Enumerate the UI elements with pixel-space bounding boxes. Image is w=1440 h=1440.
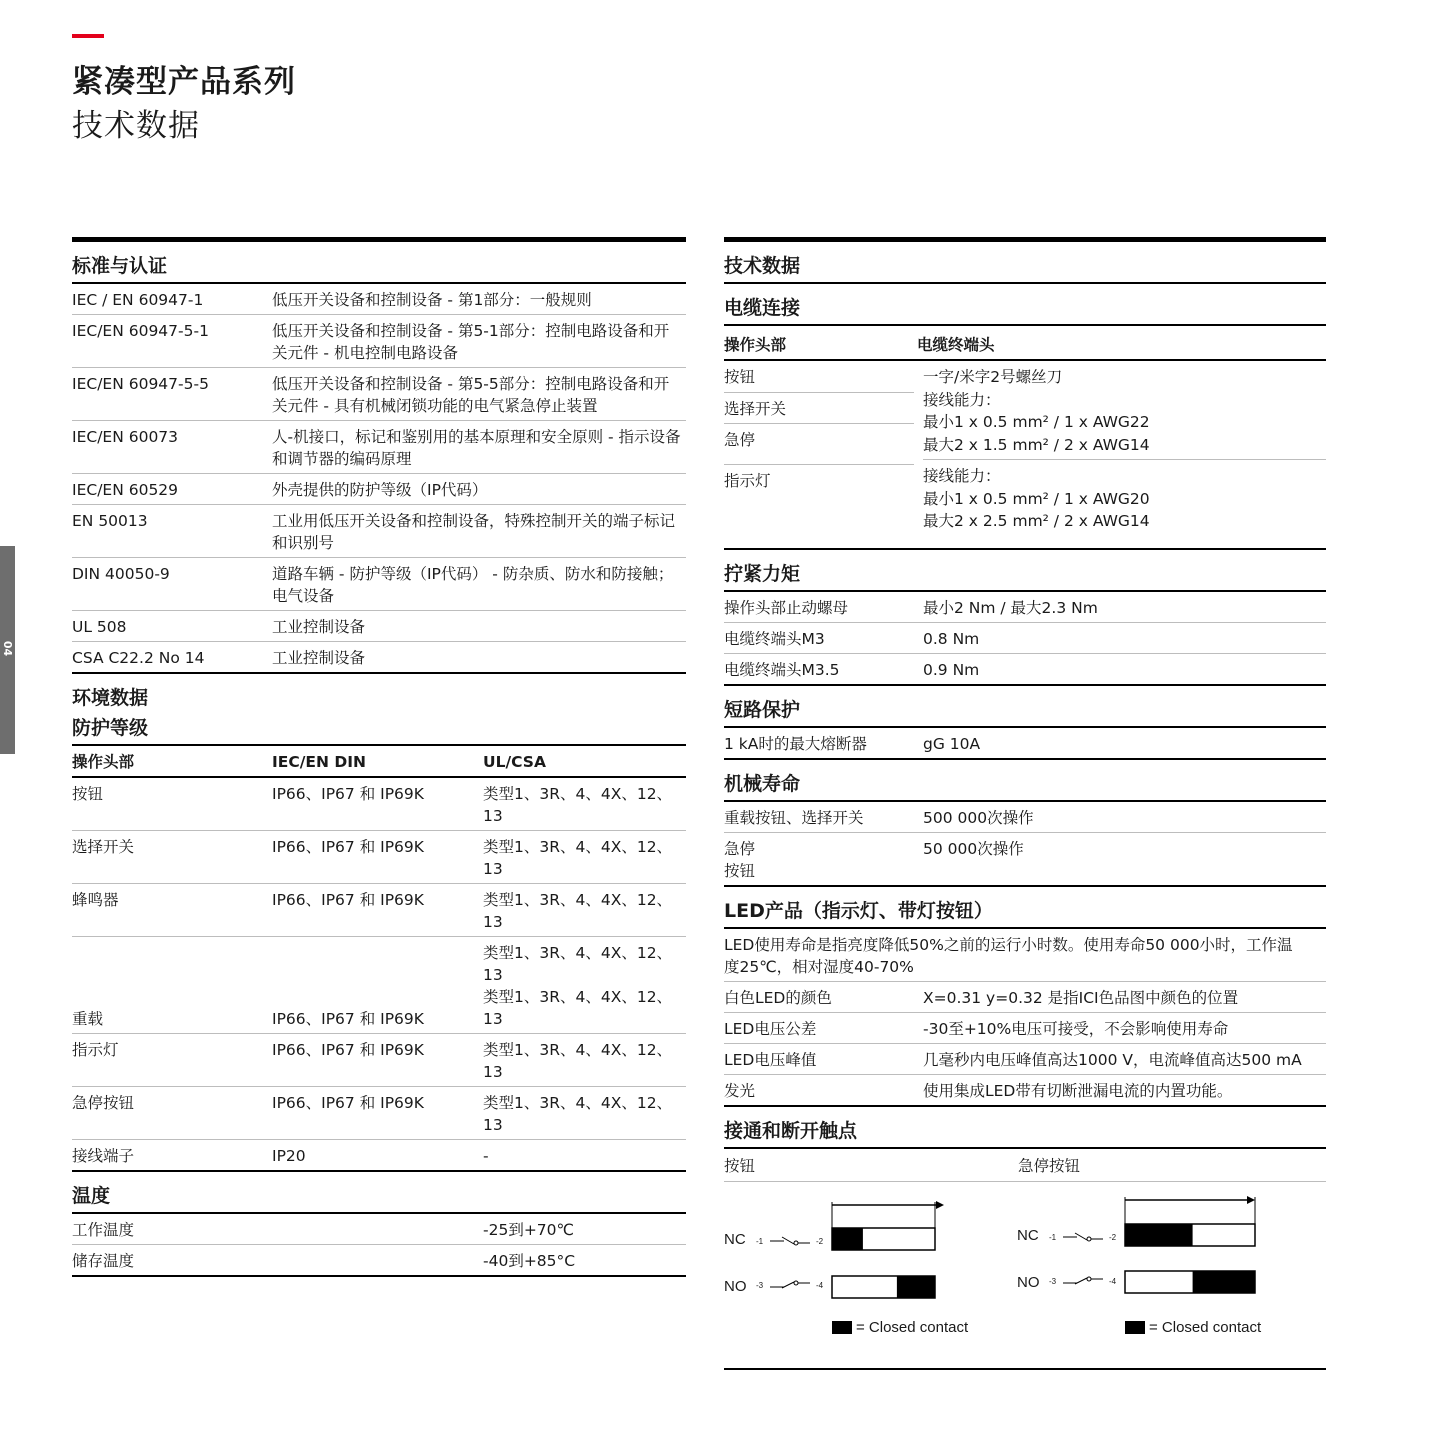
chapter-tab-label: 04 [1,640,15,657]
cable-spec-block [923,460,1326,536]
protection-table [72,746,686,1172]
contacts-columns [724,1149,1326,1182]
table-row [724,1075,1326,1107]
standard-desc: 外壳提供的防护等级（IP代码） [272,481,488,499]
spec-label: 重载按钮、选择开关 [724,809,864,827]
standard-desc: 工业控制设备 [272,618,366,636]
spec-value: -30至+10%电压可接受，不会影响使用寿命 [923,1020,1229,1038]
cable-heading: 电缆连接 [724,284,1326,326]
nc-switch-symbol [794,1241,798,1245]
table-row [72,937,686,1034]
table-row [724,982,1326,1013]
ul-rating: 类型1、3R、4、4X、12、13 [483,944,673,984]
environment-heading [72,674,686,746]
spec-label: 1 kA时的最大熔断器 [724,735,867,753]
table-row [724,833,1326,887]
spec-value: gG 10A [923,735,981,753]
standard-code: CSA C22.2 No 14 [72,649,205,667]
cable-spec-block [923,361,1326,460]
contacts-col-estop: 急停按钮 [1018,1157,1081,1175]
iec-rating: IP66、IP67 和 IP69K [272,1010,424,1028]
spec-label-line: 按钮 [724,862,756,880]
table-header [724,326,1326,361]
pin-label: -4 [1109,1277,1117,1286]
pin-label: -1 [756,1237,764,1246]
temperature-table [72,1214,686,1277]
spec-value: 50 000次操作 [923,840,1024,858]
column-header: IEC/EN DIN [272,753,366,771]
spec-value: 0.8 Nm [923,630,980,648]
ul-rating: 类型1、3R、4、4X、12、13 [483,1041,673,1081]
standard-desc: 低压开关设备和控制设备 - 第1部分：一般规则 [272,291,592,309]
contacts-heading: 接通和断开触点 [724,1107,1326,1149]
led-heading: LED产品（指示灯、带灯按钮） [724,887,1326,929]
device-name: 急停按钮 [72,1094,135,1112]
spec-label: 发光 [724,1082,756,1100]
spec-value: 最小2 Nm / 最大2.3 Nm [923,599,1098,617]
table-row [72,1034,686,1087]
table-row [72,778,686,831]
standard-code: IEC / EN 60947-1 [72,291,204,309]
nc-label: NC [724,1231,746,1248]
spec-line: 最小1 x 0.5 mm² / 1 x AWG22 [923,413,1150,431]
pin-label: -3 [1049,1277,1057,1286]
page-subtitle: 技术数据 [72,108,200,144]
table-row [72,611,686,642]
spec-value: 0.9 Nm [923,661,980,679]
spec-line: 最大2 x 1.5 mm² / 2 x AWG14 [923,435,1150,454]
spec-label: LED电压公差 [724,1020,817,1038]
standard-code: IEC/EN 60947-5-5 [72,375,209,393]
table-row [72,315,686,368]
protection-subtitle: 防护等级 [72,717,149,739]
spec-label-line: 急停 [724,840,756,858]
ul-rating: 类型1、3R、4、4X、12、13 [483,838,673,878]
no-switch-symbol [1087,1277,1091,1281]
legend-swatch [1125,1321,1145,1334]
standards-heading: 标准与认证 [72,242,686,284]
table-row [724,1044,1326,1075]
device-name: 蜂鸣器 [72,891,119,909]
legend-text: = Closed contact [856,1319,969,1336]
nc-closed-segment [832,1228,863,1250]
table-row [72,421,686,474]
spec-label [724,838,923,882]
column-header: 操作头部 [72,753,135,771]
no-label: NO [1017,1274,1040,1291]
temperature-value: -25到+70℃ [483,1221,574,1239]
left-column [72,237,686,1277]
estop-contact-diagram [1017,1190,1297,1345]
temperature-label: 工作温度 [72,1221,135,1239]
table-row [72,1245,686,1277]
table-row [72,284,686,315]
spec-value: 几毫秒内电压峰值高达1000 V，电流峰值高达500 mA [923,1051,1302,1069]
cable-device-list [724,361,914,548]
chapter-tab [0,546,15,754]
table-row [72,1087,686,1140]
arrow-head-icon [936,1201,944,1209]
no-closed-segment [897,1276,935,1298]
mech-life-heading: 机械寿命 [724,760,1326,802]
led-intro: LED使用寿命是指亮度降低50%之前的运行小时数。使用寿命50 000小时，工作温度25℃，相对湿度40-70% [724,936,1293,976]
no-switch-symbol [1075,1278,1087,1284]
table-row [72,474,686,505]
spec-line: 接线能力： [923,390,1001,409]
ul-rating: 类型1、3R、4、4X、12、13 [483,988,673,1028]
ul-rating: 类型1、3R、4、4X、12、13 [483,785,673,825]
ul-rating: - [483,1147,489,1165]
iec-rating: IP20 [272,1147,306,1165]
arrow-head-icon [1247,1196,1255,1204]
standard-desc: 工业控制设备 [272,649,366,667]
pin-label: -1 [1049,1233,1057,1242]
spec-line: 一字/米字2号螺丝刀 [923,368,1063,386]
device-name: 急停 [724,424,914,465]
legend-text: = Closed contact [1149,1319,1262,1336]
standard-code: IEC/EN 60073 [72,428,179,446]
environment-title: 环境数据 [72,687,149,709]
pin-label: -2 [816,1237,824,1246]
standard-desc: 人-机接口，标记和鉴别用的基本原理和安全原则 - 指示设备和调节器的编码原理 [272,428,681,468]
legend-swatch [832,1321,852,1334]
device-name: 重载 [72,1010,104,1028]
standards-table [72,284,686,674]
accent-bar [72,34,104,38]
pin-label: -3 [756,1281,764,1290]
table-row [72,558,686,611]
spec-line: 最大2 x 2.5 mm² / 2 x AWG14 [923,512,1150,530]
nc-switch-symbol [1087,1237,1091,1241]
spec-label: 电缆终端头M3.5 [724,661,840,679]
page-title: 紧凑型产品系列 [72,64,296,100]
table-row [724,592,1326,623]
column-header: 电缆终端头 [917,336,995,354]
ul-rating: 类型1、3R、4、4X、12、13 [483,1094,673,1134]
no-closed-segment [1193,1271,1255,1293]
table-row [72,505,686,558]
pin-label: -2 [1109,1233,1117,1242]
table-row [72,831,686,884]
device-name: 选择开关 [724,393,914,425]
spec-label: LED电压峰值 [724,1051,817,1069]
iec-rating: IP66、IP67 和 IP69K [272,1094,424,1112]
torque-heading: 拧紧力矩 [724,550,1326,592]
nc-label: NC [1017,1227,1039,1244]
spec-line: 接线能力： [923,467,1001,485]
ul-rating: 类型1、3R、4、4X、12、13 [483,891,673,931]
table-row [72,1140,686,1172]
temperature-heading: 温度 [72,1172,686,1214]
iec-rating: IP66、IP67 和 IP69K [272,891,424,909]
table-row [724,802,1326,833]
tech-data-heading: 技术数据 [724,242,1326,284]
pin-label: -4 [816,1281,824,1290]
bottom-rule [724,1368,1326,1370]
standard-code: IEC/EN 60947-5-1 [72,322,209,340]
column-header: 操作头部 [724,336,787,354]
temperature-value: -40到+85°C [483,1252,576,1270]
standard-code: EN 50013 [72,512,148,530]
contacts-col-button: 按钮 [724,1157,756,1175]
no-switch-symbol [782,1282,794,1288]
spec-value: 使用集成LED带有切断泄漏电流的内置功能。 [923,1082,1233,1100]
standard-code: IEC/EN 60529 [72,481,179,499]
spec-line: 最小1 x 0.5 mm² / 1 x AWG20 [923,489,1150,508]
column-header: UL/CSA [483,753,546,771]
spec-label: 操作头部止动螺母 [724,599,849,617]
spec-label: 白色LED的颜色 [724,989,832,1007]
iec-rating: IP66、IP67 和 IP69K [272,838,424,856]
device-name: 指示灯 [724,471,771,490]
cable-spec [914,361,1326,548]
table-row [72,1214,686,1245]
device-name: 接线端子 [72,1147,135,1165]
standard-desc: 低压开关设备和控制设备 - 第5-1部分：控制电路设备和开关元件 - 机电控制电路设备 [272,322,670,362]
right-column [724,237,1326,1182]
table-header [72,746,686,778]
table-row [724,654,1326,686]
table-row [724,728,1326,760]
table-row [724,929,1326,982]
table-row [72,642,686,674]
no-switch-symbol [794,1281,798,1285]
table-row [72,368,686,421]
ul-rating-pair [483,942,686,1030]
iec-rating: IP66、IP67 和 IP69K [272,1041,424,1059]
standard-code: DIN 40050-9 [72,565,170,583]
standard-desc: 低压开关设备和控制设备 - 第5-5部分：控制电路设备和开关元件 - 具有机械闭锁功能的电气紧急停止装置 [272,375,670,415]
table-row [724,623,1326,654]
device-name: 指示灯 [72,1041,119,1059]
nc-closed-segment [1125,1224,1193,1246]
spec-label: 电缆终端头M3 [724,630,825,648]
cable-table [724,361,1326,550]
table-row [724,1013,1326,1044]
temperature-label: 储存温度 [72,1252,135,1270]
standard-desc: 道路车辆 - 防护等级（IP代码） - 防杂质、防水和防接触；电气设备 [272,565,674,605]
standard-desc: 工业用低压开关设备和控制设备，特殊控制开关的端子标记和识别号 [272,512,676,552]
device-name: 按钮 [72,785,104,803]
device-name: 按钮 [724,361,914,393]
spec-value: 500 000次操作 [923,809,1034,827]
short-circuit-heading: 短路保护 [724,686,1326,728]
spec-value: X=0.31 y=0.32 是指ICI色品图中颜色的位置 [923,989,1239,1007]
iec-rating: IP66、IP67 和 IP69K [272,785,424,803]
no-label: NO [724,1278,747,1295]
button-contact-diagram [724,1195,984,1345]
device-name: 选择开关 [72,838,135,856]
standard-code: UL 508 [72,618,127,636]
table-row [72,884,686,937]
